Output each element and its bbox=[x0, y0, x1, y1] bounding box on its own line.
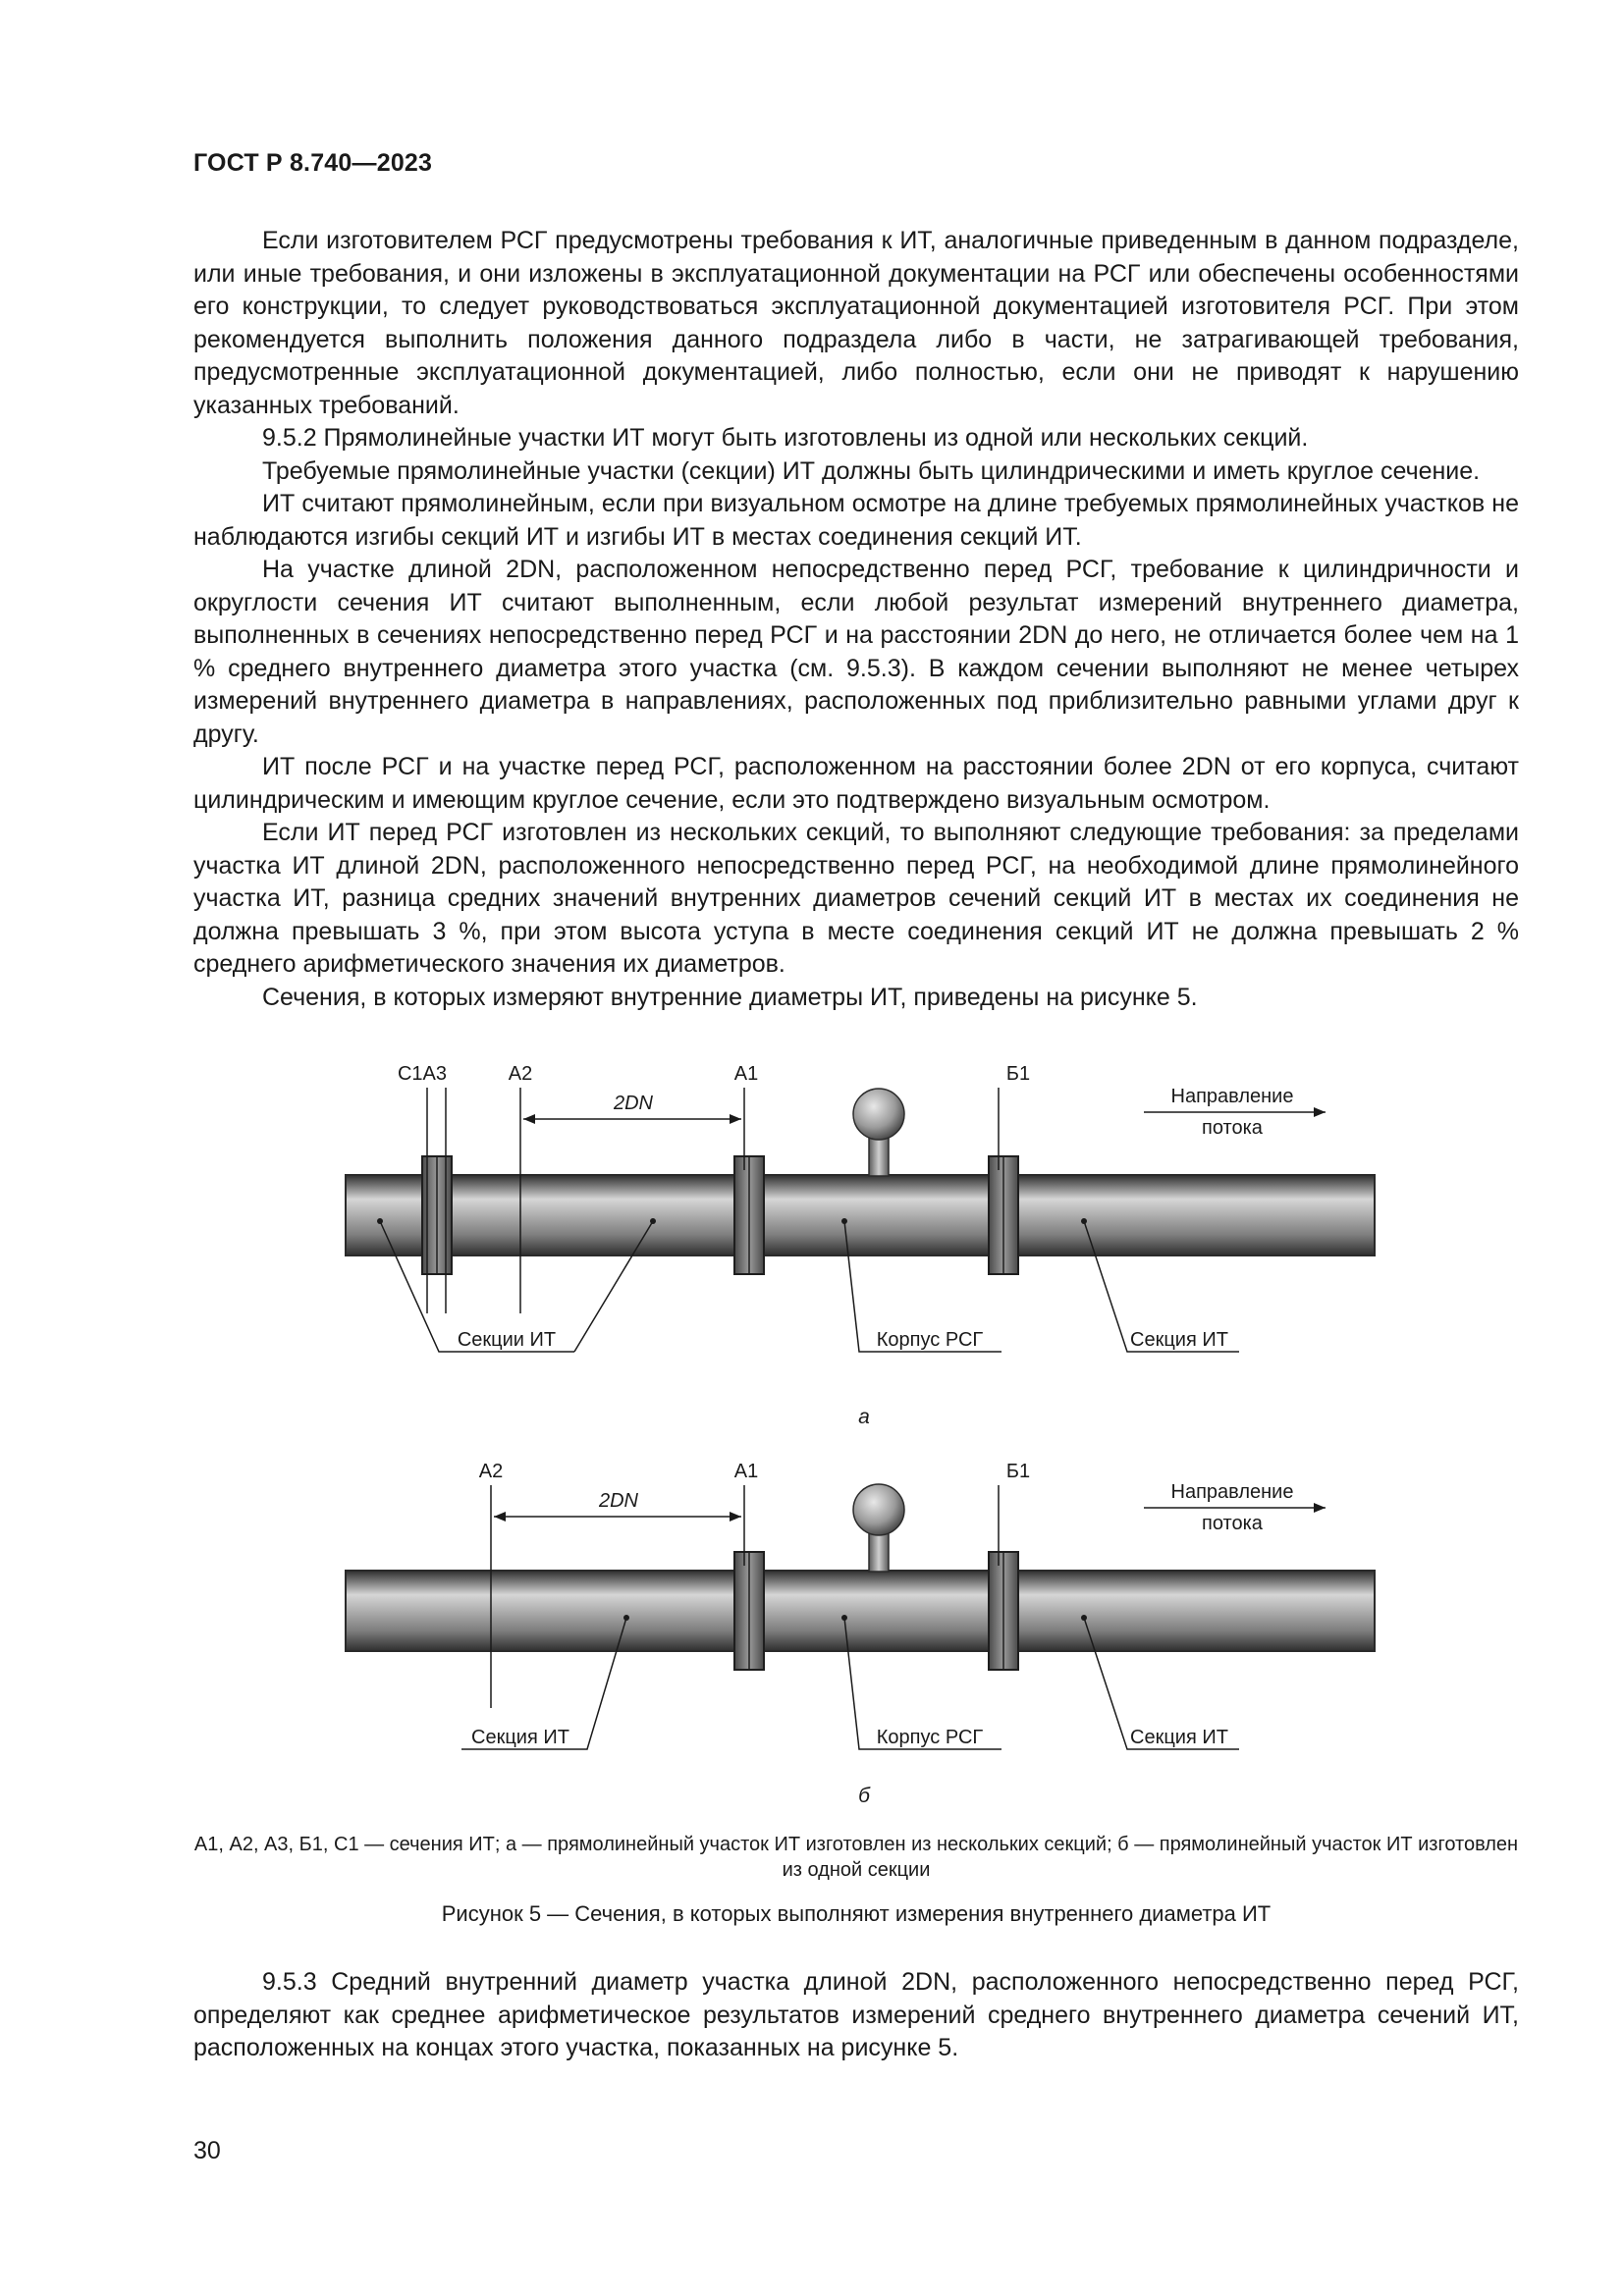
gauge-icon bbox=[853, 1484, 904, 1535]
paragraph: Сечения, в которых измеряют внутренние диаметры ИТ, приведены на рисунке 5. bbox=[262, 983, 1198, 1011]
callout-section: Секция ИТ bbox=[1130, 1329, 1228, 1351]
callout-sections: Секции ИТ bbox=[457, 1329, 557, 1351]
paragraph: ИТ считают прямолинейным, если при визуальном осмотре на длине требуемых прямолинейных участков не наблюдаются изгибы секций ИТ и изгибы ИТ в местах соединения секций ИТ. bbox=[193, 490, 1519, 551]
label-2dn: 2DN bbox=[598, 1490, 639, 1512]
label-2dn: 2DN bbox=[613, 1093, 654, 1114]
flow-label-line2: потока bbox=[1202, 1117, 1263, 1139]
gauge-icon bbox=[853, 1089, 904, 1140]
panel-letter-a: а bbox=[858, 1406, 870, 1428]
panel-letter-b: б bbox=[858, 1785, 870, 1806]
pipe bbox=[346, 1571, 1375, 1651]
flow-label-line1: Направление bbox=[1170, 1481, 1294, 1503]
figure-legend: А1, А2, А3, Б1, С1 — сечения ИТ; а — прямолинейный участок ИТ изготовлен из нескольких секций; б — прямолинейный участок ИТ изготовлен из одной секции bbox=[193, 1834, 1519, 1881]
paragraph: 9.5.3 Средний внутренний диаметр участка длиной 2DN, расположенного непосредственно перед РСГ, определяют как среднее арифметическое результатов измерений среднего внутреннего диаметра сечений ИТ, расположенных на концах этого участка, показанных на рисунке 5. bbox=[193, 1968, 1519, 2061]
figure-5 bbox=[324, 1041, 1424, 1806]
flow-label-line2: потока bbox=[1202, 1513, 1263, 1534]
callout-body: Корпус РСГ bbox=[876, 1727, 984, 1748]
callout-section-left: Секция ИТ bbox=[471, 1727, 569, 1748]
paragraph: Если ИТ перед РСГ изготовлен из нескольких секций, то выполняют следующие требования: за пределами участка ИТ длиной 2DN, расположенного непосредственно перед РСГ, на необходимой длине прямолинейного участка ИТ, разница средних значений внутренних диаметров сечений секций ИТ в местах их соединения не должна превышать 3 %, при этом высота уступа в месте соединения секций ИТ не должна превышать 2 % среднего арифметического значения их диаметров. bbox=[193, 819, 1519, 978]
body-text-continued bbox=[193, 1966, 1519, 2065]
figure-caption: Рисунок 5 — Сечения, в которых выполняют измерения внутреннего диаметра ИТ bbox=[441, 1901, 1272, 1926]
callout-section-right: Секция ИТ bbox=[1130, 1727, 1228, 1748]
document-header: ГОСТ Р 8.740—2023 bbox=[193, 149, 433, 177]
label-c1a3: С1А3 bbox=[397, 1063, 448, 1085]
body-text bbox=[193, 225, 1519, 1014]
paragraph: 9.5.2 Прямолинейные участки ИТ могут быть изготовлены из одной или нескольких секций. bbox=[262, 424, 1309, 452]
label-a2: А2 bbox=[508, 1063, 533, 1085]
panel-b bbox=[346, 1461, 1375, 1806]
label-a2: А2 bbox=[478, 1461, 504, 1482]
paragraph: На участке длиной 2DN, расположенном непосредственно перед РСГ, требование к цилиндричности и округлости сечения ИТ считают выполненным, если любой результат измерений внутреннего диаметра, выполненных в сечениях непосредственно перед РСГ и на расстоянии 2DN до него, не отличается более чем на 1 % среднего внутреннего диаметра этого участка (см. 9.5.3). В каждом сечении выполняют не менее четырех измерений внутреннего диаметра в направлениях, расположенных под приблизительно равными углами друг к другу. bbox=[193, 556, 1519, 748]
paragraph: Если изготовителем РСГ предусмотрены требования к ИТ, аналогичные приведенным в данном подразделе, или иные требования, и они изложены в эксплуатационной документации на РСГ или обеспечены особенностями его конструкции, то следует руководствоваться эксплуатационной документацией изготовителя РСГ. При этом рекомендуется выполнить положения данного подраздела либо в части, не затрагивающей требования, предусмотренные эксплуатационной документацией, либо полностью, если они не приводят к нарушению указанных требований. bbox=[193, 227, 1519, 419]
callout-body: Корпус РСГ bbox=[876, 1329, 984, 1351]
label-a1: А1 bbox=[733, 1461, 759, 1482]
paragraph: ИТ после РСГ и на участке перед РСГ, расположенном на расстоянии более 2DN от его корпуса, считают цилиндрическим и имеющим круглое сечение, если это подтверждено визуальным осмотром. bbox=[193, 753, 1519, 814]
panel-a bbox=[346, 1063, 1375, 1428]
label-b1: Б1 bbox=[1005, 1063, 1031, 1085]
figure-diagram bbox=[324, 1041, 1424, 1806]
label-b1: Б1 bbox=[1005, 1461, 1031, 1482]
flow-label-line1: Направление bbox=[1170, 1086, 1294, 1107]
paragraph: Требуемые прямолинейные участки (секции) ИТ должны быть цилиндрическими и иметь круглое сечение. bbox=[262, 456, 1481, 485]
page-number: 30 bbox=[193, 2137, 221, 2164]
label-a1: А1 bbox=[733, 1063, 759, 1085]
pipe bbox=[346, 1175, 1375, 1255]
